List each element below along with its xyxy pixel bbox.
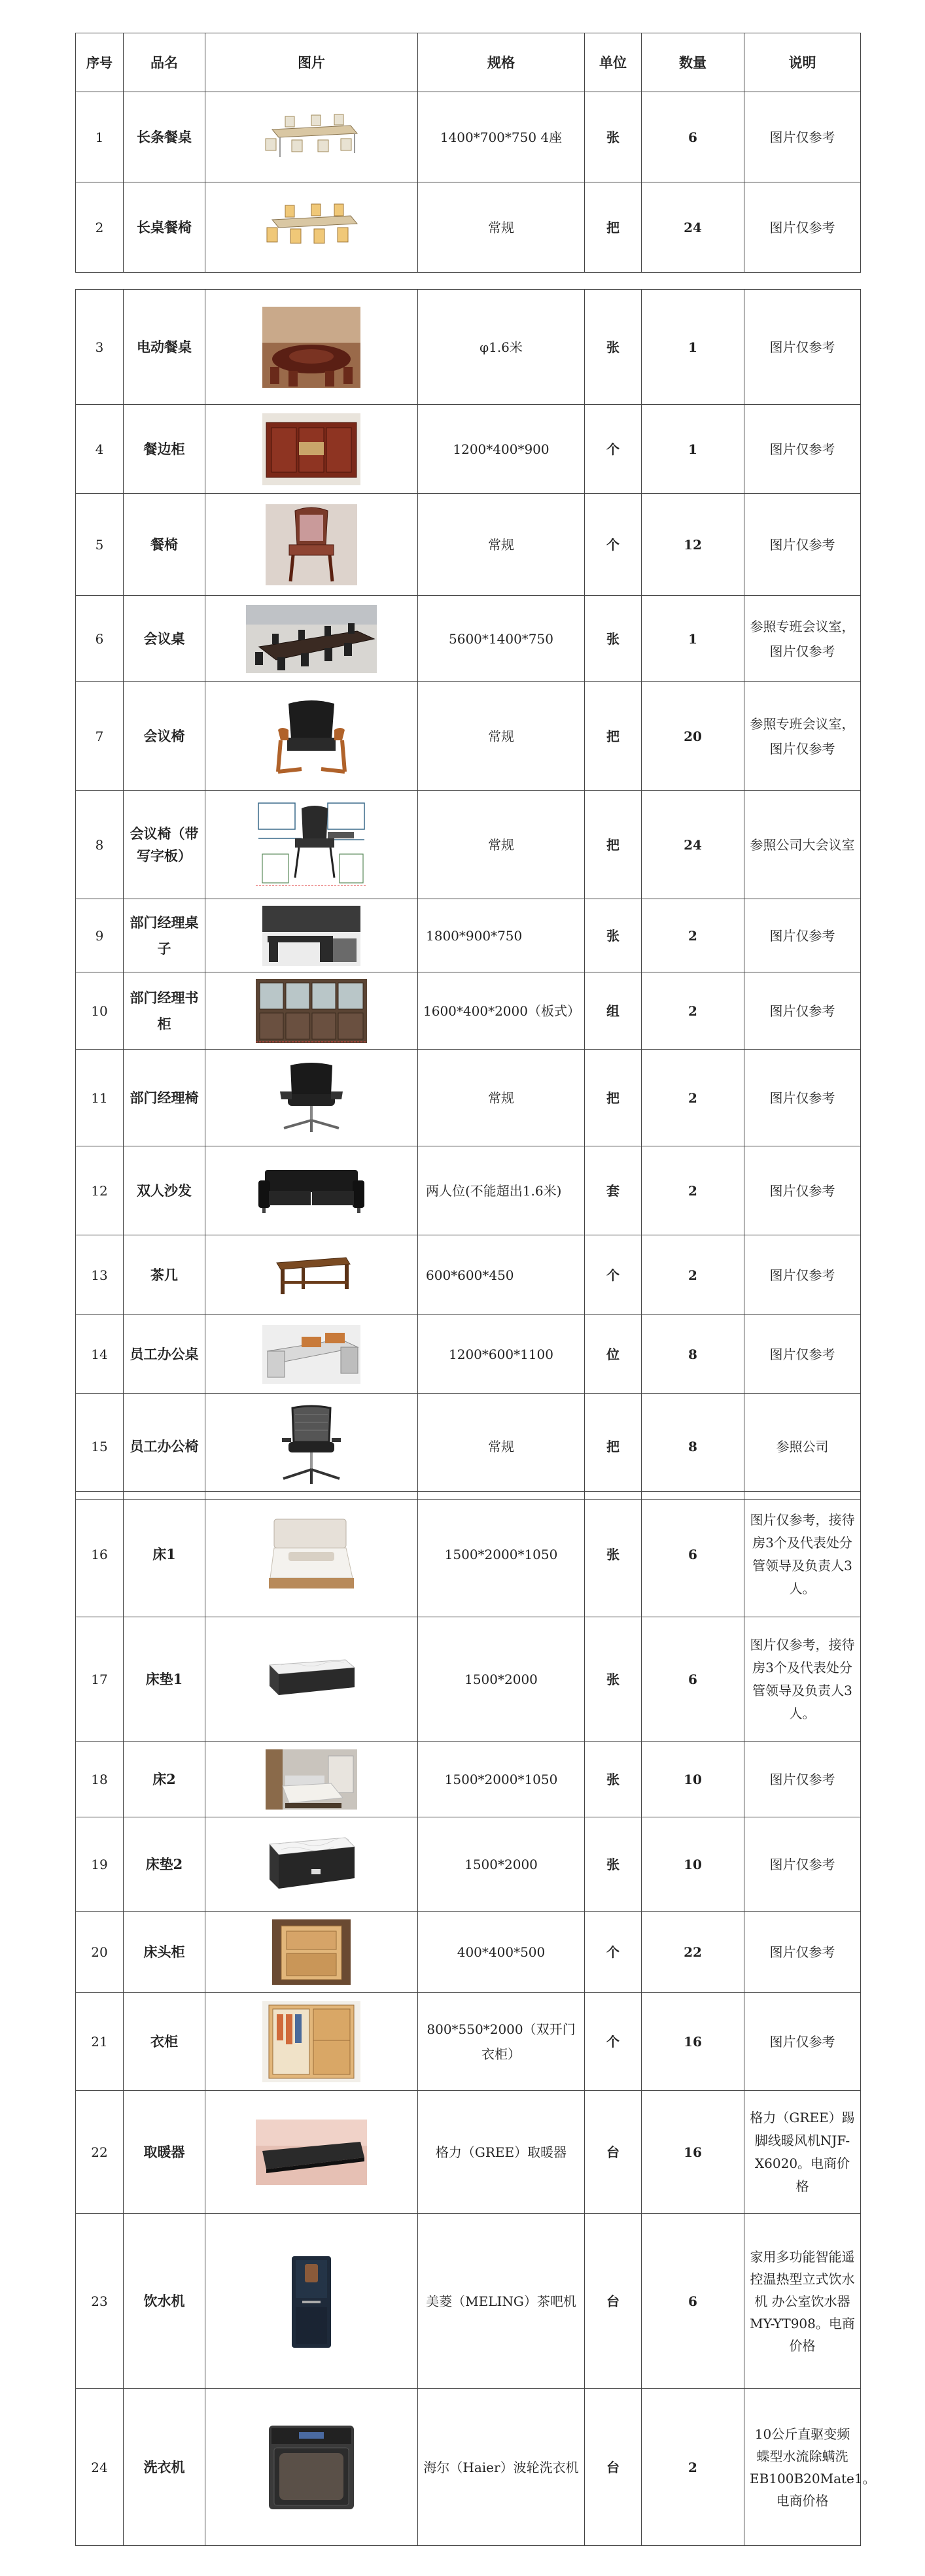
row-image — [205, 972, 418, 1050]
row-name: 餐椅 — [124, 494, 205, 596]
row-name: 取暖器 — [124, 2091, 205, 2214]
row-image — [205, 1315, 418, 1394]
row-spec: 800*550*2000（双开门衣柜） — [418, 1993, 585, 2091]
row-image — [205, 290, 418, 405]
row-seq: 4 — [76, 405, 124, 494]
table-row — [76, 405, 861, 494]
row-name: 饮水机 — [124, 2214, 205, 2389]
table-row — [76, 682, 861, 791]
table-row — [76, 92, 861, 182]
conference-table-icon — [246, 605, 377, 673]
table-row — [76, 1394, 861, 1500]
row-name: 会议桌 — [124, 596, 205, 682]
mattress-icon — [266, 1829, 357, 1900]
row-note: 参照公司 — [744, 1394, 861, 1500]
header-name: 品名 — [124, 33, 205, 92]
row-note: 图片仅参考 — [744, 972, 861, 1050]
dining-chair-icon — [259, 201, 364, 254]
row-unit: 台 — [585, 2389, 642, 2546]
row-qty: 20 — [642, 682, 744, 791]
row-note: 图片仅参考 — [744, 1817, 861, 1912]
row-spec: 5600*1400*750 — [418, 596, 585, 682]
row-name: 衣柜 — [124, 1993, 205, 2091]
row-spec: φ1.6米 — [418, 290, 585, 405]
table-row — [76, 596, 861, 682]
row-note: 图片仅参考 — [744, 290, 861, 405]
row-spec: 常规 — [418, 682, 585, 791]
row-spec: 1600*400*2000（板式） — [418, 972, 585, 1050]
furniture-table-office — [75, 289, 861, 1500]
row-spec: 1400*700*750 4座 — [418, 92, 585, 182]
table-row — [76, 791, 861, 899]
row-image — [205, 494, 418, 596]
table-row — [76, 1050, 861, 1146]
row-qty: 8 — [642, 1315, 744, 1394]
row-unit: 张 — [585, 899, 642, 972]
row-name: 双人沙发 — [124, 1146, 205, 1235]
row-note: 图片仅参考 — [744, 1235, 861, 1315]
row-qty: 6 — [642, 1492, 744, 1617]
row-seq: 15 — [76, 1394, 124, 1500]
row-qty: 8 — [642, 1394, 744, 1500]
header-note: 说明 — [744, 33, 861, 92]
row-seq: 5 — [76, 494, 124, 596]
row-image — [205, 1235, 418, 1315]
row-spec: 两人位(不能超出1.6米) — [418, 1146, 585, 1235]
table-row — [76, 1742, 861, 1817]
row-qty: 2 — [642, 899, 744, 972]
row-seq: 11 — [76, 1050, 124, 1146]
row-spec: 常规 — [418, 791, 585, 899]
row-unit: 把 — [585, 182, 642, 273]
row-unit: 张 — [585, 1817, 642, 1912]
row-unit: 个 — [585, 405, 642, 494]
table-row — [76, 1492, 861, 1617]
row-note: 图片仅参考 — [744, 1146, 861, 1235]
row-unit: 个 — [585, 1235, 642, 1315]
row-spec: 1200*600*1100 — [418, 1315, 585, 1394]
row-note: 图片仅参考，接待房3个及代表处分管领导及负责人3人。 — [744, 1617, 861, 1742]
row-qty: 6 — [642, 92, 744, 182]
row-name: 员工办公椅 — [124, 1394, 205, 1500]
mattress-icon — [266, 1653, 357, 1706]
staff-desk-icon — [262, 1325, 360, 1384]
row-qty: 1 — [642, 405, 744, 494]
row-spec: 1200*400*900 — [418, 405, 585, 494]
row-image — [205, 1993, 418, 2091]
row-qty: 12 — [642, 494, 744, 596]
row-spec: 常规 — [418, 1050, 585, 1146]
row-note: 10公斤直驱变频 蝶型水流除螨洗EB100B20Mate1。电商价格 — [744, 2389, 861, 2546]
row-qty: 1 — [642, 596, 744, 682]
water-dispenser-icon — [279, 2252, 344, 2350]
row-qty: 1 — [642, 290, 744, 405]
header-unit: 单位 — [585, 33, 642, 92]
writing-chair-icon — [256, 799, 367, 891]
row-name: 床2 — [124, 1742, 205, 1817]
row-unit: 个 — [585, 1993, 642, 2091]
table-row — [76, 1912, 861, 1993]
row-unit: 张 — [585, 1617, 642, 1742]
row-image — [205, 682, 418, 791]
row-name: 餐边柜 — [124, 405, 205, 494]
row-qty: 2 — [642, 972, 744, 1050]
row-seq: 3 — [76, 290, 124, 405]
table-row — [76, 494, 861, 596]
row-seq: 17 — [76, 1617, 124, 1742]
row-name: 茶几 — [124, 1235, 205, 1315]
washing-machine-icon — [262, 2422, 360, 2513]
row-name: 长桌餐椅 — [124, 182, 205, 273]
row-unit: 张 — [585, 92, 642, 182]
row-qty: 24 — [642, 791, 744, 899]
row-note: 图片仅参考 — [744, 1742, 861, 1817]
row-image — [205, 596, 418, 682]
header-image: 图片 — [205, 33, 418, 92]
row-unit: 张 — [585, 1492, 642, 1617]
row-unit: 张 — [585, 290, 642, 405]
row-spec: 1500*2000*1050 — [418, 1742, 585, 1817]
bedroom-icon — [266, 1749, 357, 1810]
row-name: 床垫1 — [124, 1617, 205, 1742]
row-spec: 1800*900*750 — [418, 899, 585, 972]
mesh-chair-icon — [269, 1404, 354, 1489]
row-unit: 套 — [585, 1146, 642, 1235]
table-header-row — [76, 33, 861, 92]
row-name: 员工办公桌 — [124, 1315, 205, 1394]
row-image — [205, 1617, 418, 1742]
row-qty: 24 — [642, 182, 744, 273]
row-spec: 1500*2000*1050 — [418, 1492, 585, 1617]
row-qty: 2 — [642, 1146, 744, 1235]
row-unit: 个 — [585, 494, 642, 596]
row-seq: 21 — [76, 1993, 124, 2091]
row-seq: 10 — [76, 972, 124, 1050]
row-note: 图片仅参考 — [744, 1315, 861, 1394]
row-qty: 2 — [642, 1235, 744, 1315]
nightstand-icon — [272, 1919, 351, 1985]
wardrobe-icon — [262, 2001, 360, 2082]
row-unit: 张 — [585, 596, 642, 682]
dining-table-icon — [259, 111, 364, 163]
row-qty: 16 — [642, 2091, 744, 2214]
row-spec: 常规 — [418, 494, 585, 596]
row-seq: 6 — [76, 596, 124, 682]
row-name: 会议椅（带写字板） — [124, 791, 205, 899]
row-image — [205, 2091, 418, 2214]
row-note: 图片仅参考 — [744, 1050, 861, 1146]
sideboard-icon — [262, 413, 360, 485]
table-row — [76, 1235, 861, 1315]
row-note: 格力（GREE）踢脚线暖风机NJF-X6020。电商价格 — [744, 2091, 861, 2214]
row-unit: 台 — [585, 2091, 642, 2214]
row-spec: 1500*2000 — [418, 1817, 585, 1912]
bookcase-icon — [256, 979, 367, 1043]
row-image — [205, 899, 418, 972]
row-spec: 600*600*450 — [418, 1235, 585, 1315]
table-row — [76, 2214, 861, 2389]
row-qty: 10 — [642, 1742, 744, 1817]
row-spec: 常规 — [418, 1394, 585, 1500]
row-image — [205, 791, 418, 899]
row-note: 参照专班会议室，图片仅参考 — [744, 682, 861, 791]
row-spec: 海尔（Haier）波轮洗衣机 — [418, 2389, 585, 2546]
header-qty: 数量 — [642, 33, 744, 92]
heater-icon — [256, 2120, 367, 2185]
row-unit: 位 — [585, 1315, 642, 1394]
row-seq: 12 — [76, 1146, 124, 1235]
row-qty: 6 — [642, 1617, 744, 1742]
row-image — [205, 1912, 418, 1993]
table-row — [76, 2389, 861, 2546]
row-seq: 1 — [76, 92, 124, 182]
row-seq: 9 — [76, 899, 124, 972]
row-unit: 把 — [585, 682, 642, 791]
row-note: 图片仅参考 — [744, 182, 861, 273]
table-row — [76, 182, 861, 273]
row-image — [205, 405, 418, 494]
row-note: 参照专班会议室，图片仅参考 — [744, 596, 861, 682]
row-note: 图片仅参考 — [744, 1912, 861, 1993]
row-note: 参照公司大会议室 — [744, 791, 861, 899]
row-seq: 14 — [76, 1315, 124, 1394]
row-seq: 20 — [76, 1912, 124, 1993]
row-seq: 19 — [76, 1817, 124, 1912]
row-seq: 23 — [76, 2214, 124, 2389]
table-row — [76, 1315, 861, 1394]
row-qty: 2 — [642, 2389, 744, 2546]
row-note: 图片仅参考 — [744, 899, 861, 972]
row-name: 洗衣机 — [124, 2389, 205, 2546]
row-image — [205, 1817, 418, 1912]
table-row — [76, 2091, 861, 2214]
row-seq: 13 — [76, 1235, 124, 1315]
row-image — [205, 1050, 418, 1146]
furniture-table-dormitory — [75, 1491, 876, 2546]
row-unit: 个 — [585, 1912, 642, 1993]
sofa-icon — [256, 1165, 367, 1217]
row-name: 床1 — [124, 1492, 205, 1617]
manager-desk-icon — [262, 906, 360, 966]
row-unit: 台 — [585, 2214, 642, 2389]
round-table-icon — [262, 307, 360, 388]
meeting-chair-icon — [262, 697, 360, 776]
row-name: 部门经理书柜 — [124, 972, 205, 1050]
row-unit: 组 — [585, 972, 642, 1050]
row-image — [205, 1146, 418, 1235]
row-seq: 8 — [76, 791, 124, 899]
row-name: 部门经理椅 — [124, 1050, 205, 1146]
row-name: 会议椅 — [124, 682, 205, 791]
row-name: 床垫2 — [124, 1817, 205, 1912]
row-note: 图片仅参考 — [744, 92, 861, 182]
row-note: 图片仅参考 — [744, 405, 861, 494]
header-spec: 规格 — [418, 33, 585, 92]
row-image — [205, 182, 418, 273]
furniture-table-dining — [75, 33, 861, 273]
row-note: 家用多功能智能遥控温热型立式饮水机 办公室饮水器MY-YT908。电商价格 — [744, 2214, 861, 2389]
row-seq: 24 — [76, 2389, 124, 2546]
table-row — [76, 1146, 861, 1235]
row-seq: 2 — [76, 182, 124, 273]
table-row — [76, 1617, 861, 1742]
table-row — [76, 290, 861, 405]
row-seq: 22 — [76, 2091, 124, 2214]
row-note: 图片仅参考 — [744, 494, 861, 596]
row-image — [205, 1492, 418, 1617]
row-qty: 10 — [642, 1817, 744, 1912]
row-image — [205, 2389, 418, 2546]
row-unit: 把 — [585, 1394, 642, 1500]
row-image — [205, 2214, 418, 2389]
tea-table-icon — [269, 1252, 354, 1298]
row-seq: 18 — [76, 1742, 124, 1817]
row-spec: 400*400*500 — [418, 1912, 585, 1993]
row-name: 床头柜 — [124, 1912, 205, 1993]
header-seq: 序号 — [76, 33, 124, 92]
table-row — [76, 899, 861, 972]
row-unit: 把 — [585, 791, 642, 899]
row-seq: 16 — [76, 1492, 124, 1617]
row-image — [205, 92, 418, 182]
row-spec: 1500*2000 — [418, 1617, 585, 1742]
row-name: 部门经理桌子 — [124, 899, 205, 972]
office-chair-icon — [266, 1060, 357, 1136]
row-spec: 格力（GREE）取暖器 — [418, 2091, 585, 2214]
bed-icon — [269, 1515, 354, 1594]
wood-chair-icon — [266, 504, 357, 585]
row-name: 电动餐桌 — [124, 290, 205, 405]
row-spec: 美菱（MELING）茶吧机 — [418, 2214, 585, 2389]
table-row — [76, 1993, 861, 2091]
row-note: 图片仅参考，接待房3个及代表处分管领导及负责人3人。 — [744, 1492, 861, 1617]
row-image — [205, 1742, 418, 1817]
row-name: 长条餐桌 — [124, 92, 205, 182]
table-row — [76, 1817, 861, 1912]
row-unit: 张 — [585, 1742, 642, 1817]
row-qty: 16 — [642, 1993, 744, 2091]
row-spec: 常规 — [418, 182, 585, 273]
row-qty: 22 — [642, 1912, 744, 1993]
row-note: 图片仅参考 — [744, 1993, 861, 2091]
row-qty: 6 — [642, 2214, 744, 2389]
row-seq: 7 — [76, 682, 124, 791]
row-image — [205, 1394, 418, 1500]
row-qty: 2 — [642, 1050, 744, 1146]
row-unit: 把 — [585, 1050, 642, 1146]
table-row — [76, 972, 861, 1050]
